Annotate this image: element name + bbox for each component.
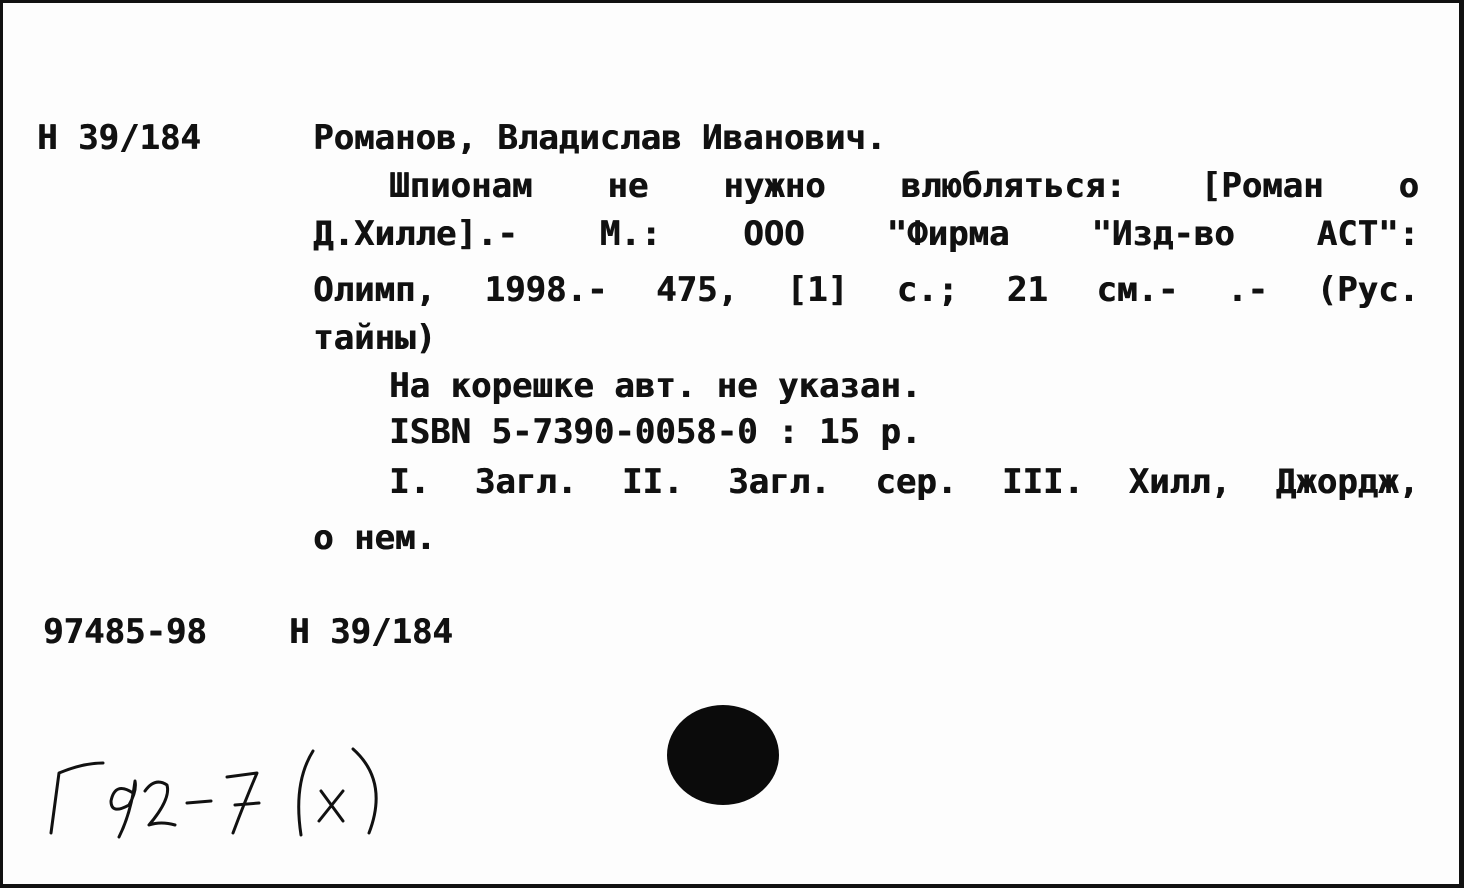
tracing-word: Загл. — [728, 462, 831, 502]
accession-number: 97485-98 — [43, 612, 207, 652]
title-word: с.; — [896, 270, 959, 310]
title-word: Олимп, — [313, 270, 436, 310]
title-word: "Изд-во — [1091, 214, 1235, 254]
series-tail: тайны) — [313, 318, 436, 358]
title-word: влюбляться: — [900, 166, 1126, 206]
title-word: о — [1398, 166, 1419, 206]
title-word: Шпионам — [389, 166, 533, 206]
title-word: (Рус. — [1316, 270, 1419, 310]
title-word: 1998.- — [484, 270, 608, 310]
title-word: М.: — [599, 214, 662, 254]
title-line-1 — [389, 166, 1419, 206]
shelf-mark-footer: Н 39/184 — [289, 612, 453, 652]
title-word: "Фирма — [886, 214, 1010, 254]
title-line-2 — [313, 214, 1419, 254]
tracing-word: Загл. — [474, 462, 578, 502]
tracing-word: III. — [1001, 462, 1084, 502]
tracing-word: I. — [389, 462, 430, 502]
handwritten-classification-code — [37, 721, 407, 851]
title-word: [Роман — [1200, 166, 1324, 206]
title-word: ООО — [743, 214, 805, 254]
title-word: см.- — [1096, 270, 1179, 310]
title-word: не — [607, 166, 649, 206]
punch-hole — [667, 705, 779, 805]
title-word: 21 — [1006, 270, 1048, 310]
title-line-3 — [313, 270, 1419, 310]
title-word: .- — [1226, 270, 1268, 310]
author-heading: Романов, Владислав Иванович. — [313, 118, 887, 158]
tracing-word: Джордж, — [1275, 462, 1419, 502]
title-word: нужно — [723, 166, 826, 206]
title-word: АСТ": — [1316, 214, 1419, 254]
title-word: 475, — [656, 270, 738, 310]
note-line: На корешке авт. не указан. — [389, 366, 922, 406]
title-word: [1] — [786, 270, 848, 310]
tracings-line-1 — [389, 462, 1419, 502]
shelf-mark: Н 39/184 — [37, 118, 201, 158]
tracing-word: сер. — [875, 462, 958, 502]
title-word: Д.Хилле].- — [313, 214, 518, 254]
tracing-word: Хилл, — [1128, 462, 1231, 502]
isbn-line: ISBN 5-7390-0058-0 : 15 р. — [389, 412, 922, 452]
tracings-line-2: о нем. — [313, 518, 436, 558]
tracing-word: II. — [621, 462, 684, 502]
